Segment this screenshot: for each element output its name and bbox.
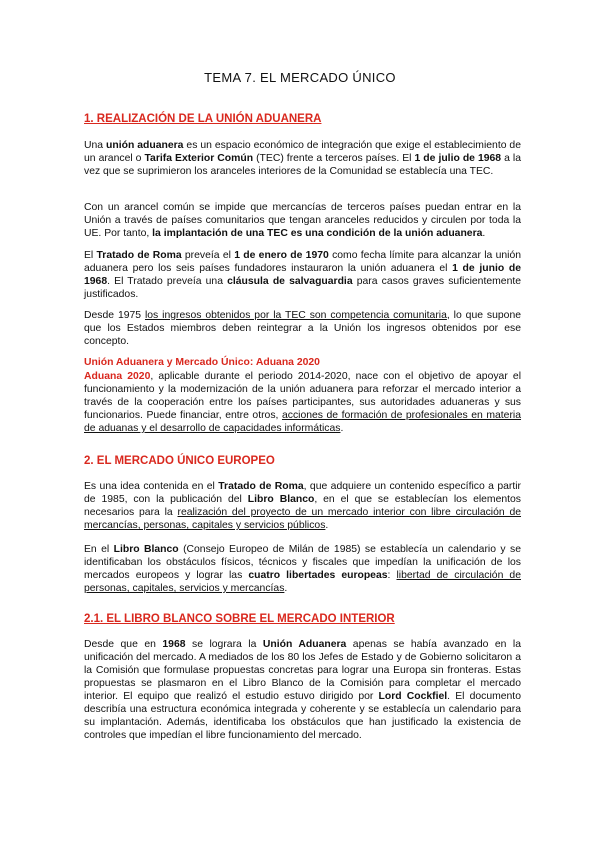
section-2-1-paragraph-1 (84, 638, 521, 742)
bold-run: 1 de julio de 1968 (414, 153, 502, 164)
text-run: Desde que en (84, 639, 163, 650)
text-run: Con un arancel común se impide que mercancías de terceros países puedan entrar en la Unión a través de países comunitarios que tengan aranceles reducidos y circulen por toda la UE. Por tanto, (84, 202, 521, 239)
bold-run: unión aduanera (106, 140, 184, 151)
section-1-paragraph-1 (84, 139, 521, 178)
bold-run: la implantación de una TEC es una condición de la unión aduanera (152, 228, 483, 239)
text-run: , lo que supone que los Estados miembros deben reintegrar a la Unión los ingresos obtenidos por ese concepto. (84, 310, 521, 347)
section-2-heading: 2. EL MERCADO ÚNICO EUROPEO (84, 455, 275, 467)
text-run: para casos graves suficientemente justificados. (84, 276, 522, 300)
text-run: preveía el (181, 250, 235, 261)
bold-run: Libro Blanco (113, 544, 179, 555)
text-run: El (84, 250, 97, 261)
section-1-subheading: Unión Aduanera y Mercado Único: Aduana 2020 (84, 357, 320, 368)
text-run: . El documento describía una estructura económica integrada y coherente y se establecía un calendario para su implantación. Además, identificaba los obstáculos que han justificado la existencia de controles que impedían el libre funcionamiento del mercado. (84, 691, 521, 741)
section-2-paragraph-1 (84, 480, 521, 532)
section-1-paragraph-2 (84, 201, 521, 240)
section-1-heading: 1. REALIZACIÓN DE LA UNIÓN ADUANERA (84, 113, 322, 125)
text-run: Es una idea contenida en el (84, 481, 219, 492)
document-title: TEMA 7. EL MERCADO ÚNICO (204, 70, 396, 85)
section-1-paragraph-4 (84, 309, 521, 348)
text-run: . (325, 520, 329, 531)
bold-run: 1 de enero de 1970 (234, 250, 329, 261)
section-2-1-heading: 2.1. EL LIBRO BLANCO SOBRE EL MERCADO INTERIOR (84, 613, 395, 625)
underlined-run: acciones de formación de profesionales en materia de aduanas y el desarrollo de capacidades informáticas (84, 410, 522, 434)
text-run: Desde 1975 (84, 310, 145, 321)
bold-run: Unión Aduanera (262, 639, 347, 650)
text-run: Una (84, 140, 107, 151)
text-run: . El Tratado preveía una (107, 276, 228, 287)
underlined-run: libertad de circulación de personas, capitales, servicios y mercancías (84, 570, 521, 594)
underlined-run: realización del proyecto de un mercado interior con libre circulación de mercancías, personas, capitales y servicios públicos (84, 507, 522, 531)
bold-run: Libro Blanco (247, 494, 315, 505)
bold-run: Tarifa Exterior Común (144, 153, 254, 164)
text-run: a la vez que se suprimieron los aranceles interiores de la Comunidad se establecía una TEC. (84, 153, 521, 177)
text-run: . (482, 228, 486, 239)
text-run: apenas se había avanzado en la unificación del mercado. A mediados de los 80 los Jefes de Estado y de Gobierno solicitaron a la Comisión que formulase propuestas concretas para lograr una Europa sin fronteras. Estas propuestas se plasmaron en el Libro Blanco de la Comisión para completar el mercado interior. El equipo que realizó el estudio estuvo dirigido por (84, 639, 522, 702)
text-run: (Consejo Europeo de Milán de 1985) se establecía un calendario y se identificaban los obstáculos físicos, técnicos y fiscales que impedían la unificación de los mercados europeos y lograr las (84, 544, 521, 581)
bold-run: 1 de junio de 1968 (84, 263, 521, 287)
text-run: . (340, 423, 344, 434)
bold-run: cuatro libertades europeas (248, 570, 388, 581)
bold-run: Tratado de Roma (218, 481, 304, 492)
text-run: es un espacio económico de integración que exige el establecimiento de un arancel o (84, 140, 521, 164)
bold-run: cláusula de salvaguardia (227, 276, 353, 287)
text-run: , que adquiere un contenido específico a partir de 1985, con la publicación del (84, 481, 522, 505)
text-run: En el (84, 544, 114, 555)
section-1-paragraph-5 (84, 370, 521, 435)
text-run: como fecha límite para alcanzar la unión aduanera pero los seis países fundadores instauraron la unión aduanera el (84, 250, 521, 274)
red-bold-run: Aduana 2020 (84, 371, 151, 382)
section-1-paragraph-3 (84, 249, 521, 301)
underlined-run: los ingresos obtenidos por la TEC son competencia comunitaria (144, 310, 447, 321)
section-2-paragraph-2 (84, 543, 521, 595)
text-run: se lograra la (185, 639, 263, 650)
text-run: (TEC) frente a terceros países. El (253, 153, 415, 164)
text-run: : (387, 570, 397, 581)
text-run: , en el que se establecían los elementos necesarios para la (84, 494, 522, 518)
bold-run: Lord Cockfiel (378, 691, 448, 702)
text-run: . (284, 583, 288, 594)
bold-run: Tratado de Roma (96, 250, 182, 261)
bold-run: 1968 (162, 639, 186, 650)
text-run: , aplicable durante el periodo 2014-2020, nace con el objetivo de apoyar el funcionamiento y la modernización de la unión aduanera para reforzar el mercado interior a través de la cooperación entre los países participantes, sus autoridades aduaneras y sus funcionarios. Puede financiar, entre otros, (84, 371, 522, 421)
